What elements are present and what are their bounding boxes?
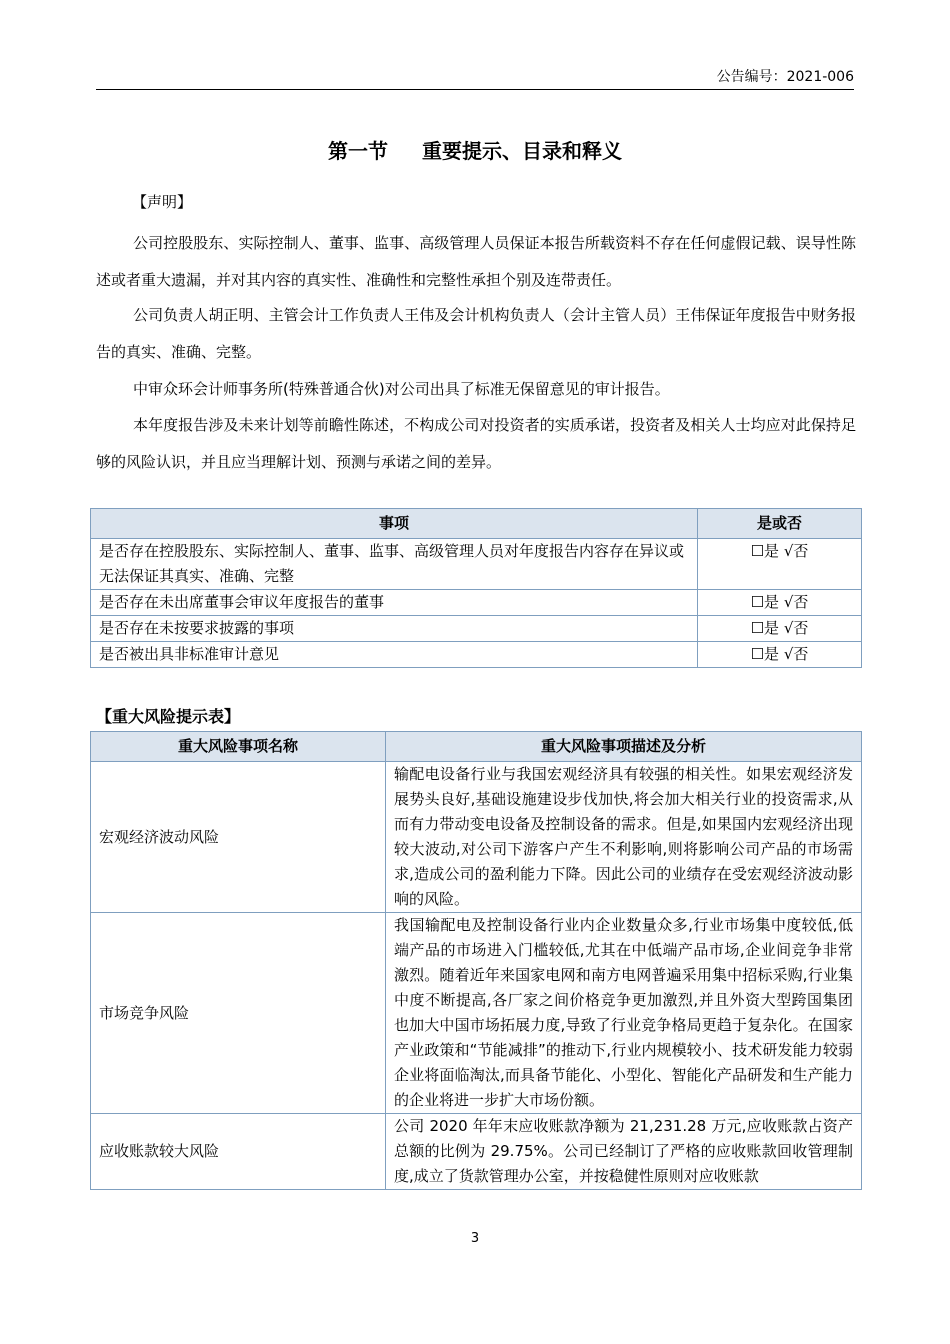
table-header-row [91, 509, 862, 539]
risk-description: 公司 2020 年年末应收账款净额为 21,231.28 万元,应收账款占资产总额的比例为 29.75%。公司已经制订了严格的应收账款回收管理制度,成立了货款管理办公室，并按稳健性原则对应收账款 [386, 1114, 862, 1190]
column-header-answer: 是或否 [698, 509, 862, 539]
risk-description: 我国输配电及控制设备行业内企业数量众多,行业市场集中度较低,低端产品的市场进入门槛较低,尤其在中低端产品市场,企业间竞争非常激烈。随着近年来国家电网和南方电网普遍采用集中招标采购,行业集中度不断提高,各厂家之间价格竞争更加激烈,并且外资大型跨国集团也加大中国市场拓展力度,导致了行业竞争格局更趋于复杂化。在国家产业政策和“节能减排”的推动下,行业内规模较小、技术研发能力较弱企业将面临淘汰,而具备节能化、小型化、智能化产品研发和生产能力的企业将进一步扩大市场份额。 [386, 913, 862, 1114]
table-row [91, 642, 862, 668]
risk-description: 输配电设备行业与我国宏观经济具有较强的相关性。如果宏观经济发展势头良好,基础设施建设步伐加快,将会加大相关行业的投资需求,从而有力带动变电设备及控制设备的需求。但是,如果国内宏观经济出现较大波动,对公司下游客户产生不利影响,则将影响公司产品的市场需求,造成公司的盈利能力下降。因此公司的业绩存在受宏观经济波动影响的风险。 [386, 762, 862, 913]
matter-answer: ☐是 √否 [698, 539, 862, 590]
column-header-risk-name: 重大风险事项名称 [91, 732, 386, 762]
column-header-risk-description: 重大风险事项描述及分析 [386, 732, 862, 762]
table-row [91, 762, 862, 913]
declaration-paragraph: 中审众环会计师事务所(特殊普通合伙)对公司出具了标准无保留意见的审计报告。 [133, 380, 670, 398]
matter-item: 是否被出具非标准审计意见 [91, 642, 698, 668]
matter-item: 是否存在未按要求披露的事项 [91, 616, 698, 642]
matter-item: 是否存在未出席董事会审议年度报告的董事 [91, 590, 698, 616]
matter-answer: ☐是 √否 [698, 616, 862, 642]
section-title [0, 136, 950, 166]
matters-table [90, 508, 862, 668]
table-header-row [91, 732, 862, 762]
announcement-code: 公告编号：2021-006 [716, 69, 854, 85]
table-row [91, 590, 862, 616]
risk-name: 应收账款较大风险 [91, 1114, 386, 1190]
table-row [91, 913, 862, 1114]
matter-answer: ☐是 √否 [698, 642, 862, 668]
table-row [91, 616, 862, 642]
matter-item: 是否存在控股股东、实际控制人、董事、监事、高级管理人员对年度报告内容存在异议或无法保证其真实、准确、完整 [91, 539, 698, 590]
header-divider [96, 89, 854, 90]
page-number: 3 [470, 1231, 480, 1246]
table-row [91, 1114, 862, 1190]
risk-name: 市场竞争风险 [91, 913, 386, 1114]
column-header-item: 事项 [91, 509, 698, 539]
declaration-paragraph: 本年度报告涉及未来计划等前瞻性陈述，不构成公司对投资者的实质承诺，投资者及相关人士均应对此保持足够的风险认识，并且应当理解计划、预测与承诺之间的差异。 [96, 416, 856, 471]
risk-table [90, 731, 862, 1190]
section-number: 第一节 [328, 139, 388, 163]
table-row [91, 539, 862, 590]
risk-table-heading: 【重大风险提示表】 [96, 707, 241, 726]
declaration-heading: 【声明】 [132, 193, 193, 211]
section-heading: 重要提示、目录和释义 [422, 139, 622, 163]
risk-name: 宏观经济波动风险 [91, 762, 386, 913]
declaration-paragraph: 公司负责人胡正明、主管会计工作负责人王伟及会计机构负责人（会计主管人员）王伟保证年度报告中财务报告的真实、准确、完整。 [96, 306, 856, 361]
declaration-paragraph: 公司控股股东、实际控制人、董事、监事、高级管理人员保证本报告所载资料不存在任何虚假记载、误导性陈述或者重大遗漏，并对其内容的真实性、准确性和完整性承担个别及连带责任。 [96, 234, 856, 289]
matter-answer: ☐是 √否 [698, 590, 862, 616]
